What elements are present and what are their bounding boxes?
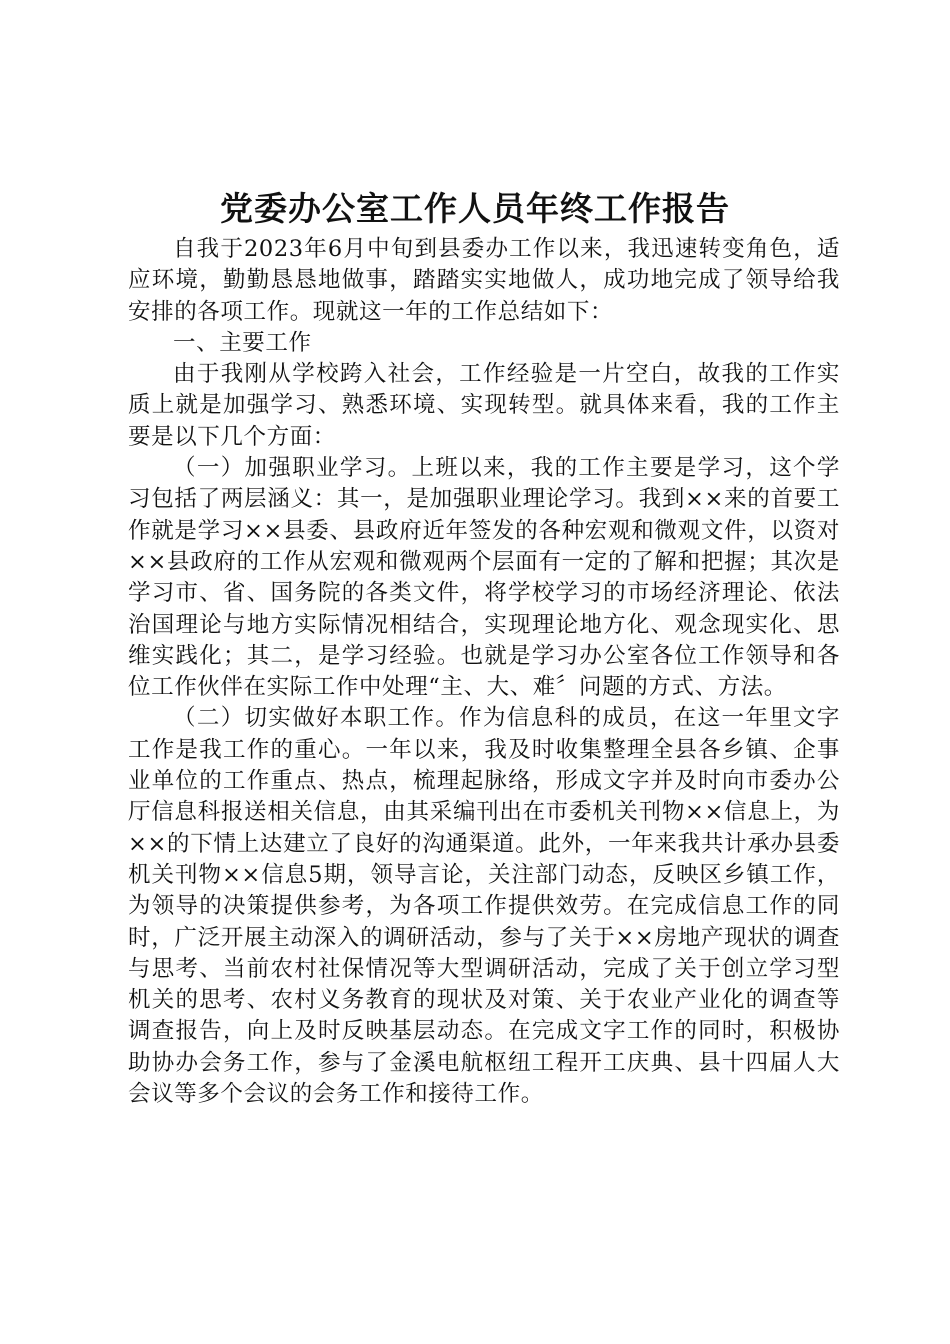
section-heading-main-work: 一、主要工作 (173, 329, 312, 356)
paragraph-duties: （二）切实做好本职工作。作为信息科的成员，在这一年里文字工作是我工作的重心。一年以来，我及时收集整理全县各乡镇、企事业单位的工作重点、热点，梳理起脉络，形成文字并及时向市委办公厅信息科报送相关信息，由其采编刊出在市委机关刊物××信息上，为××的下情上达建立了良好的沟通渠道。此外，一年来我共计承办县委机关刊物××信息5期，领导言论，关注部门动态，反映区乡镇工作，为领导的决策提供参考，为各项工作提供效劳。在完成信息工作的同时，广泛开展主动深入的调研活动，参与了关于××房地产现状的调查与思考、当前农村社保情况等大型调研活动，完成了关于创立学习型机关的思考、农村义务教育的现状及对策、关于农业产业化的调查等调查报告，向上及时反映基层动态。在完成文字工作的同时，积极协助协办会务工作，参与了金溪电航枢纽工程开工庆典、县十四届人大会议等多个会议的会务工作和接待工作。 (128, 705, 840, 1108)
document-body (128, 234, 840, 1110)
document-title: 党委办公室工作人员年终工作报告 (220, 189, 730, 228)
paragraph-study: （一）加强职业学习。上班以来，我的工作主要是学习，这个学习包括了两层涵义：其一，是加强职业理论学习。我到××来的首要工作就是学习××县委、县政府近年签发的各种宏观和微观文件，以资对××县政府的工作从宏观和微观两个层面有一定的了解和把握；其次是学习市、省、国务院的各类文件，将学校学习的市场经济理论、依法治国理论与地方实际情况相结合，实现理论地方化、观念现实化、思维实践化；其二，是学习经验。也就是学习办公室各位工作领导和各位工作伙伴在实际工作中处理“主、大、难〞问题的方式、方法。 (128, 455, 840, 701)
paragraph-background: 由于我刚从学校跨入社会，工作经验是一片空白，故我的工作实质上就是加强学习、熟悉环境、实现转型。就具体来看，我的工作主要是以下几个方面： (128, 361, 840, 450)
paragraph-intro: 自我于2023年6月中旬到县委办工作以来，我迅速转变角色，适应环境，勤勤恳恳地做事，踏踏实实地做人，成功地完成了领导给我安排的各项工作。现就这一年的工作总结如下： (128, 236, 840, 325)
